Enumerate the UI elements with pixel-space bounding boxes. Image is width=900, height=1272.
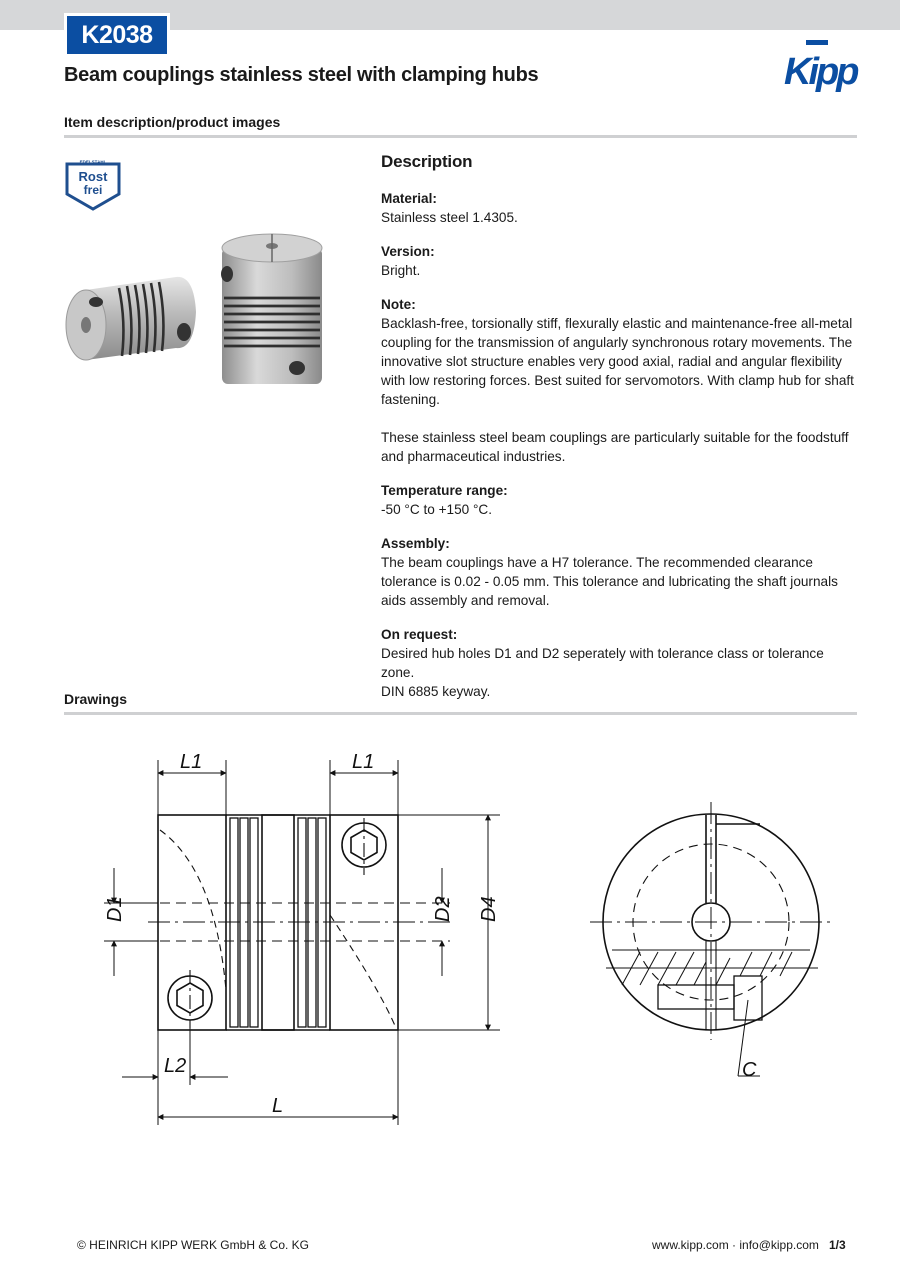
- page-title: Beam couplings stainless steel with clamping hubs: [64, 64, 539, 86]
- temperature-value: -50 °C to +150 °C.: [381, 502, 492, 517]
- section-heading-drawings: Drawings: [64, 691, 128, 707]
- kipp-logo: [782, 38, 860, 94]
- description-column: [381, 152, 859, 716]
- product-photo: [64, 232, 360, 392]
- assembly-value: The beam couplings have a H7 tolerance. The recommended clearance tolerance is 0.02 - 0.05 mm. This tolerance and lubricating the shaft journals aids assembly and removal.: [381, 555, 838, 608]
- assembly-label: Assembly:: [381, 536, 450, 551]
- footer-contact[interactable]: www.kipp.com · info@kipp.com: [652, 1238, 819, 1252]
- note-paragraph-2: These stainless steel beam couplings are particularly suitable for the foodstuff and pharmaceutical industries.: [381, 430, 849, 464]
- technical-drawing: [100, 740, 860, 1140]
- section-rule: [64, 712, 857, 715]
- footer-page-number: 1/3: [829, 1238, 846, 1252]
- dim-label-l2: L2: [164, 1055, 187, 1077]
- on-request-line-2: DIN 6885 keyway.: [381, 684, 491, 699]
- dim-label-d4: D4: [478, 896, 500, 922]
- coupling-photo-horizontal: [66, 277, 196, 360]
- dim-label-c: C: [742, 1059, 757, 1081]
- product-code-badge: [64, 13, 170, 57]
- description-heading: Description: [381, 152, 473, 171]
- temperature-label: Temperature range:: [381, 483, 508, 498]
- badge-line1: Rost: [78, 169, 108, 184]
- note-label: Note:: [381, 297, 416, 312]
- note-paragraph-1: Backlash-free, torsionally stiff, flexurally elastic and maintenance-free all-metal coupling for the transmission of angularly synchronous rotary movements. The innovative slot structure enables very good axial, radial and angular flexibility with low restoring forces. Best suited for servomotors. With clamp hub for shaft fastening.: [381, 316, 854, 407]
- version-label: Version:: [381, 244, 435, 259]
- dim-label-l1-left: L1: [180, 751, 203, 773]
- on-request-label: On request:: [381, 627, 458, 642]
- material-label: Material:: [381, 191, 437, 206]
- coupling-photo-vertical: [221, 234, 322, 384]
- footer-copyright: © HEINRICH KIPP WERK GmbH & Co. KG: [77, 1238, 309, 1252]
- dim-label-l1-right: L1: [352, 751, 375, 773]
- section-rule: [64, 135, 857, 138]
- kipp-logo-text: Kipp: [784, 51, 857, 93]
- version-value: Bright.: [381, 263, 421, 278]
- material-value: Stainless steel 1.4305.: [381, 210, 518, 225]
- dim-label-d1: D1: [104, 896, 126, 922]
- badge-line2: frei: [83, 183, 103, 197]
- badge-top-text: EDELSTAHL: [79, 160, 107, 165]
- dim-label-d2: D2: [432, 896, 454, 922]
- product-code: K2038: [67, 16, 167, 54]
- section-heading-item-description: Item description/product images: [64, 114, 281, 130]
- side-view: [590, 802, 832, 1076]
- on-request-line-1: Desired hub holes D1 and D2 seperately with tolerance class or tolerance zone.: [381, 646, 824, 680]
- dim-label-l: L: [272, 1095, 284, 1117]
- rost-frei-badge: [64, 160, 122, 212]
